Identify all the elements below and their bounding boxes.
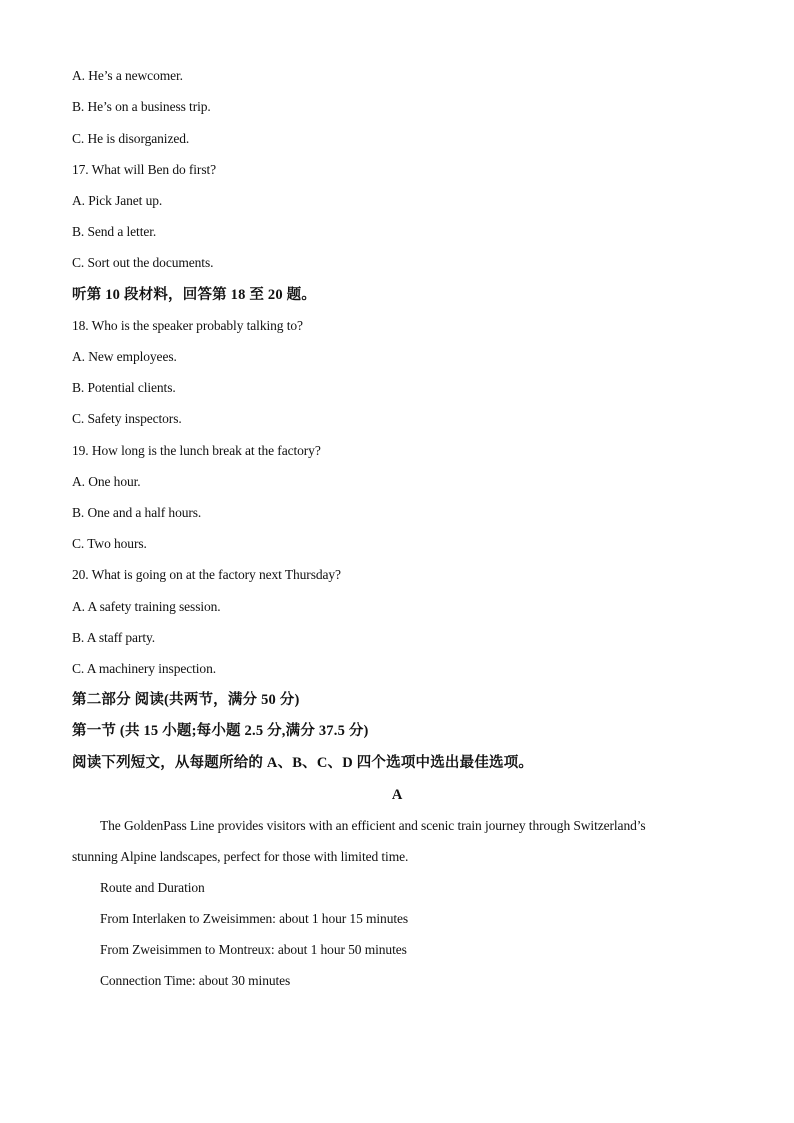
- q18-option-b: B. Potential clients.: [72, 380, 176, 395]
- q16-option-b: B. He’s on a business trip.: [72, 99, 211, 114]
- question-17: 17. What will Ben do first?: [72, 162, 217, 177]
- q16-option-c: C. He is disorganized.: [72, 131, 190, 146]
- connection-time: Connection Time: about 30 minutes: [100, 973, 291, 988]
- section-instruction-10: 听第 10 段材料，回答第 18 至 20 题。: [72, 287, 317, 303]
- part-two-heading: 第二部分 阅读(共两节，满分 50 分): [72, 692, 300, 708]
- q16-option-a: A. He’s a newcomer.: [72, 68, 183, 83]
- passage-paragraph-1-cont: stunning Alpine landscapes, perfect for those with limited time.: [72, 849, 409, 864]
- question-19: 19. How long is the lunch break at the factory?: [72, 443, 321, 458]
- q20-option-a: A. A safety training session.: [72, 599, 221, 614]
- q20-option-c: C. A machinery inspection.: [72, 661, 217, 676]
- passage-title: A: [391, 787, 403, 803]
- q20-option-b: B. A staff party.: [72, 630, 156, 645]
- section-one-heading: 第一节 (共 15 小题;每小题 2.5 分,满分 37.5 分): [72, 723, 369, 739]
- q17-option-a: A. Pick Janet up.: [72, 193, 163, 208]
- question-18: 18. Who is the speaker probably talking to?: [72, 318, 303, 333]
- reading-instruction: 阅读下列短文，从每题所给的 A、B、C、D 四个选项中选出最佳选项。: [72, 755, 534, 771]
- question-20: 20. What is going on at the factory next Thursday?: [72, 567, 341, 582]
- q19-option-b: B. One and a half hours.: [72, 505, 202, 520]
- q17-option-c: C. Sort out the documents.: [72, 255, 214, 270]
- route-item-1: From Interlaken to Zweisimmen: about 1 hour 15 minutes: [100, 911, 409, 926]
- q17-option-b: B. Send a letter.: [72, 224, 157, 239]
- q19-option-c: C. Two hours.: [72, 536, 147, 551]
- route-heading: Route and Duration: [100, 880, 205, 895]
- route-item-2: From Zweisimmen to Montreux: about 1 hour 50 minutes: [100, 942, 407, 957]
- q18-option-c: C. Safety inspectors.: [72, 411, 182, 426]
- q18-option-a: A. New employees.: [72, 349, 177, 364]
- q19-option-a: A. One hour.: [72, 474, 141, 489]
- passage-paragraph-1: The GoldenPass Line provides visitors with an efficient and scenic train journey through Switzerland’s: [100, 818, 646, 833]
